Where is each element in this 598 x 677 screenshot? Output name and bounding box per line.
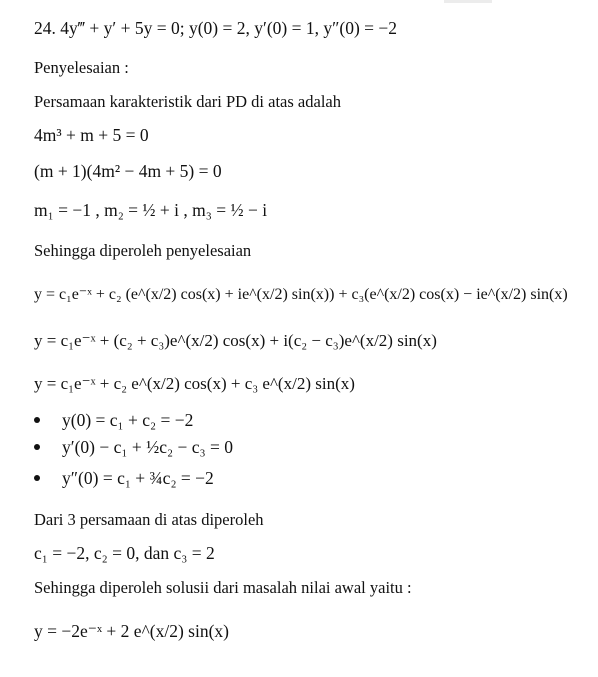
bullet-icon	[34, 475, 40, 481]
final-solution: y = −2e⁻ˣ + 2 e^(x/2) sin(x)	[34, 621, 229, 641]
characteristic-equation: 4m³ + m + 5 = 0	[34, 125, 149, 145]
factored-equation: (m + 1)(4m² − 4m + 5) = 0	[34, 161, 222, 181]
label-characteristic: Persamaan karakteristik dari PD di atas adalah	[34, 92, 341, 111]
constants: c₁ = −2, c₂ = 0, dan c₃ = 2	[34, 543, 215, 563]
bullet-icon	[34, 444, 40, 450]
bullet-icon	[34, 417, 40, 423]
bullet-text: y′(0) − c₁ + ½c₂ − c₃ = 0	[62, 437, 233, 457]
bullet-item	[34, 437, 233, 458]
roots: m₁ = −1 , m₂ = ½ + i , m₃ = ½ − i	[34, 200, 268, 220]
bullet-item	[34, 468, 214, 489]
label-general-solution: Sehingga diperoleh penyelesaian	[34, 241, 252, 260]
general-solution-2: y = c₁e⁻ˣ + (c₂ + c₃)e^(x/2) cos(x) + i(c₂ − c₃)e^(x/2) sin(x)	[34, 331, 437, 350]
bullet-item	[34, 410, 193, 431]
bullet-text: y″(0) = c₁ + ¾c₂ = −2	[62, 468, 214, 488]
problem-statement: 24. 4y‴ + y′ + 5y = 0; y(0) = 2, y′(0) = 1, y″(0) = −2	[34, 18, 398, 38]
label-solution: Penyelesaian :	[34, 58, 129, 77]
general-solution-3: y = c₁e⁻ˣ + c₂ e^(x/2) cos(x) + c₃ e^(x/2) sin(x)	[34, 374, 355, 393]
label-final: Sehingga diperoleh solusii dari masalah nilai awal yaitu :	[34, 578, 412, 597]
label-from-three: Dari 3 persamaan di atas diperoleh	[34, 510, 264, 529]
general-solution-1: y = c₁e⁻ˣ + c₂ (e^(x/2) cos(x) + ie^(x/2) sin(x)) + c₃(e^(x/2) cos(x) − ie^(x/2) sin(x)	[34, 286, 568, 303]
bullet-text: y(0) = c₁ + c₂ = −2	[62, 410, 194, 430]
top-scroll-edge	[444, 0, 492, 3]
